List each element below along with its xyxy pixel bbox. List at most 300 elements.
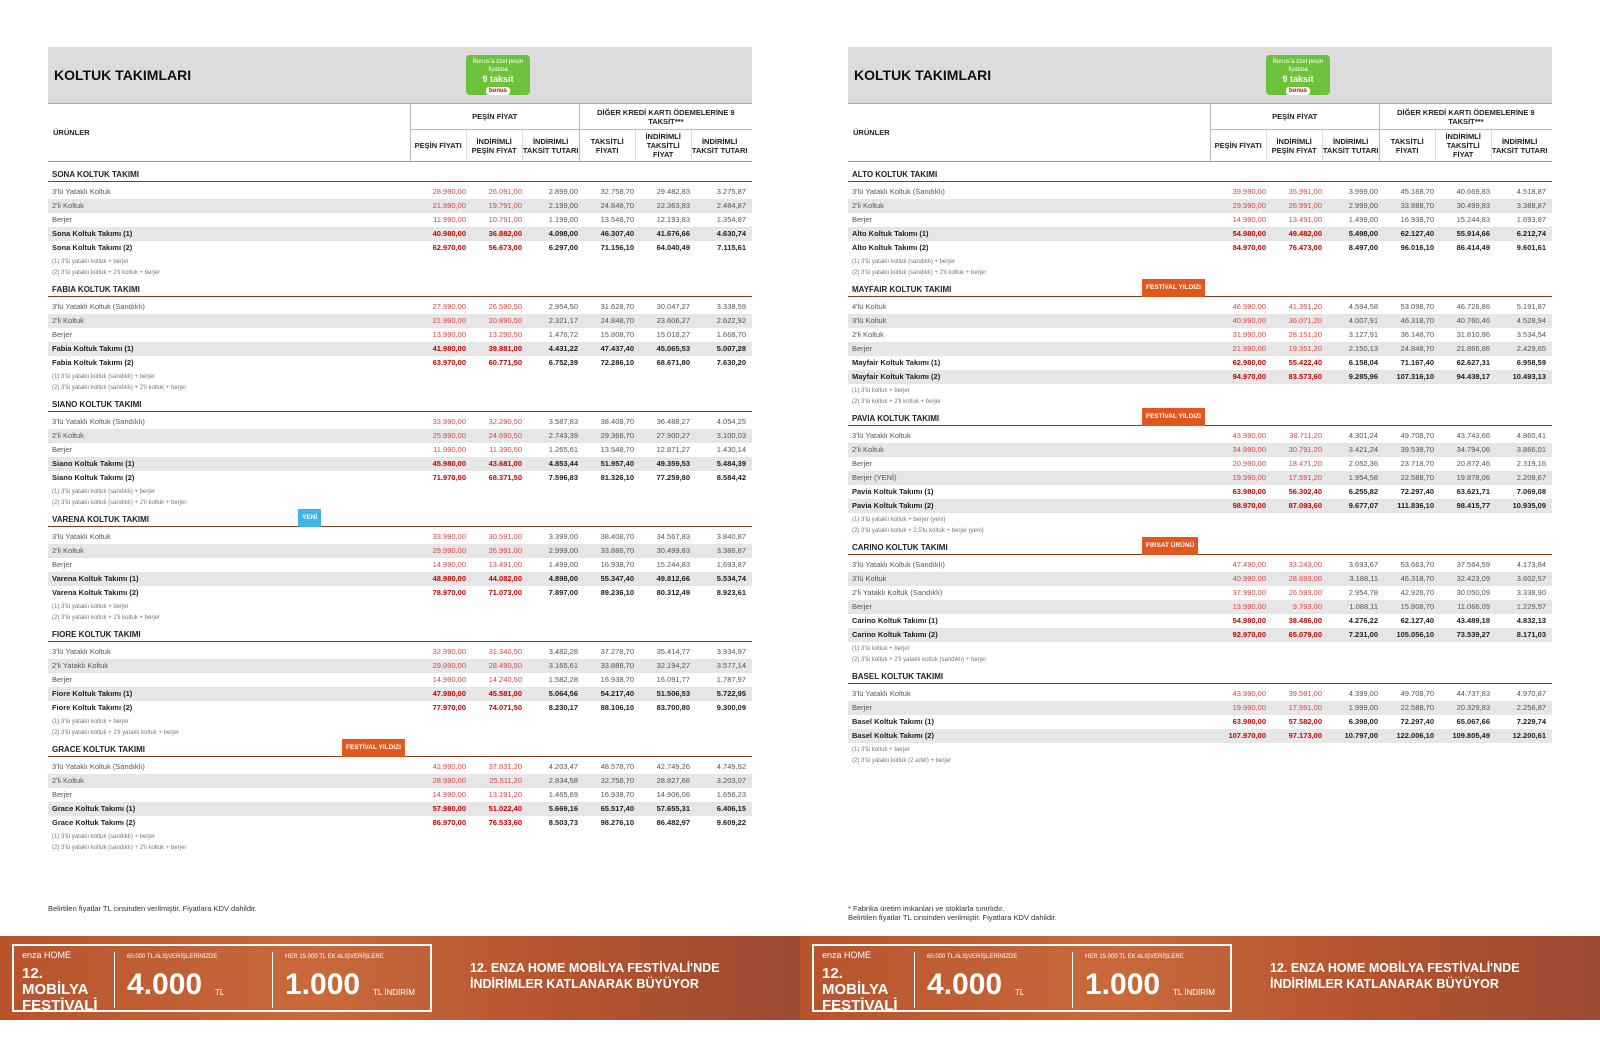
- section-note: (1) 3'lü yataklı koltuk + berjer (yeni): [852, 517, 946, 523]
- table-row: [848, 314, 1552, 328]
- row-name: Mayfair Koltuk Takımı (2): [852, 372, 941, 381]
- price-cell: 38.711,20: [1289, 431, 1322, 440]
- price-cell: 11.066,09: [1457, 602, 1490, 611]
- price-cell: 3.388,87: [716, 546, 746, 555]
- bonus-badge-text: Bonus'a özel peşin fiyatına: [1272, 59, 1324, 73]
- price-cell: 73.539,27: [1456, 630, 1490, 639]
- price-cell: 3.999,00: [1348, 187, 1378, 196]
- row-name: Siano Koltuk Takımı (1): [52, 459, 135, 468]
- product-section: [48, 513, 752, 622]
- price-cell: 1.499,00: [1348, 215, 1378, 224]
- price-cell: 1.693,87: [716, 560, 746, 569]
- row-name: Berjer: [52, 790, 73, 799]
- price-cell: 77.970,00: [432, 703, 466, 712]
- price-cell: 107.970,00: [1228, 731, 1266, 740]
- price-cell: 4.749,92: [716, 762, 746, 771]
- price-cell: 3.399,00: [548, 532, 578, 541]
- bonus-badge-text: Bonus'a özel peşin fiyatına: [472, 59, 524, 73]
- price-cell: 3.421,24: [1348, 445, 1378, 454]
- price-cell: 53.663,70: [1400, 560, 1434, 569]
- price-cell: 45.980,00: [432, 459, 466, 468]
- row-name: 3'lü Yataklı Koltuk: [852, 431, 911, 440]
- price-cell: 26.593,00: [1288, 588, 1322, 597]
- price-cell: 24.848,70: [600, 316, 634, 325]
- price-cell: 21.990,00: [432, 316, 466, 325]
- price-cell: 15.244,83: [1456, 215, 1490, 224]
- section-title: GRACE KOLTUK TAKIMI: [52, 745, 146, 754]
- table-row: [848, 485, 1552, 499]
- price-cell: 89.236,10: [600, 588, 634, 597]
- bonus-badge-installment: 9 taksit: [1282, 74, 1314, 84]
- price-cell: 12.193,83: [656, 215, 690, 224]
- section-note: (1) 3'lü yataklı koltuk (sandıklı) + berjer: [52, 834, 156, 840]
- price-cell: 41.980,00: [432, 344, 466, 353]
- column-header: İNDİRİMLİ TAKSİT TUTARI: [1322, 136, 1379, 155]
- price-cell: 31.990,00: [1232, 330, 1266, 339]
- row-name: 3'lü Yataklı Koltuk: [52, 532, 111, 541]
- installment-group: [580, 104, 752, 161]
- table-row: [48, 572, 752, 586]
- footer-note: * Fabrika üretim imkanları ve stoklarla sınırlıdır.: [848, 904, 1005, 913]
- section-header: [848, 412, 1552, 426]
- price-cell: 29.990,00: [432, 546, 466, 555]
- price-cell: 3.482,28: [548, 647, 578, 656]
- offer-1-amount: 4.000: [127, 968, 203, 1001]
- section-tag: FESTİVAL YILDIZI: [1142, 279, 1205, 297]
- row-name: 2'li Koltuk: [852, 445, 884, 454]
- table-row: [848, 614, 1552, 628]
- table-row: [48, 227, 752, 241]
- footer-note: Belirtilen fiyatlar TL cinsinden verilmiştir. Fiyatlara KDV dahildir.: [848, 913, 1057, 922]
- price-cell: 19.990,00: [1232, 473, 1266, 482]
- price-cell: 20.329,83: [1456, 703, 1490, 712]
- price-cell: 98.970,00: [1232, 501, 1266, 510]
- price-cell: 5.064,56: [548, 689, 578, 698]
- products-header: ÜRÜNLER: [848, 104, 1211, 161]
- section-title: FABIA KOLTUK TAKIMI: [52, 285, 140, 294]
- price-cell: 28.827,66: [656, 776, 690, 785]
- table-row: [848, 628, 1552, 642]
- price-cell: 16.938,70: [600, 560, 634, 569]
- price-cell: 13.491,00: [1288, 215, 1322, 224]
- right-page: [800, 0, 1600, 1040]
- price-cell: 15.808,70: [1400, 602, 1434, 611]
- table-row: [848, 499, 1552, 513]
- price-cell: 109.805,49: [1452, 731, 1490, 740]
- price-cell: 30.791,20: [1288, 445, 1322, 454]
- price-cell: 15.808,70: [600, 330, 634, 339]
- price-cell: 6.958,59: [1516, 358, 1546, 367]
- price-cell: 45.581,00: [488, 689, 522, 698]
- price-cell: 8.503,73: [548, 818, 578, 827]
- price-cell: 71.073,00: [488, 588, 522, 597]
- table-row: [848, 227, 1552, 241]
- rows: [48, 185, 752, 255]
- price-cell: 21.990,00: [432, 201, 466, 210]
- section-title: MAYFAIR KOLTUK TAKIMI: [852, 285, 952, 294]
- price-cell: 71.156,10: [600, 243, 634, 252]
- price-cell: 3.388,87: [1516, 201, 1546, 210]
- price-cell: 1.465,69: [548, 790, 578, 799]
- section-note: (2) 3'lü yataklı koltuk (sandıklı) + 2'li koltuk + berjer: [852, 270, 987, 276]
- price-cell: 83.700,80: [656, 703, 690, 712]
- price-cell: 78.970,00: [432, 588, 466, 597]
- table-row: [848, 600, 1552, 614]
- section-header: [48, 513, 752, 527]
- price-cell: 14.906,06: [656, 790, 690, 799]
- table-row: [48, 300, 752, 314]
- row-name: 3'lü Yataklı Koltuk: [52, 647, 111, 656]
- section-note: (1) 3'lü yataklı koltuk + berjer: [52, 259, 129, 265]
- price-cell: 56.673,00: [488, 243, 522, 252]
- price-cell: 10.791,00: [488, 215, 522, 224]
- row-name: 3'lü Yataklı Koltuk (Sandıklı): [52, 302, 145, 311]
- section-note: (2) 3'lü yataklı koltuk (2 adet) + berjer: [852, 758, 952, 764]
- price-cell: 27.900,27: [656, 431, 690, 440]
- footer-note: Belirtilen fiyatlar TL cinsinden verilmiştir. Fiyatlara KDV dahildir.: [48, 904, 257, 913]
- price-cell: 53.098,70: [1400, 302, 1434, 311]
- price-cell: 4.276,22: [1348, 616, 1378, 625]
- price-cell: 64.040,49: [656, 243, 690, 252]
- price-cell: 3.127,91: [1348, 330, 1378, 339]
- price-cell: 56.302,40: [1288, 487, 1322, 496]
- row-name: Fabia Koltuk Takımı (1): [52, 344, 134, 353]
- table-row: [48, 544, 752, 558]
- table-row: [48, 788, 752, 802]
- price-cell: 37.564,59: [1456, 560, 1490, 569]
- row-name: Alto Koltuk Takımı (1): [852, 229, 929, 238]
- column-header: İNDİRİMLİ TAKSİTLİ FİYAT: [1436, 130, 1492, 161]
- column-header: TAKSİTLİ FİYATI: [1380, 130, 1436, 161]
- table-row: [848, 443, 1552, 457]
- discount-offer-2: [1072, 952, 1232, 1008]
- product-section: [48, 628, 752, 737]
- slogan-line-1: 12. ENZA HOME MOBİLYA FESTİVALİ'NDE: [470, 961, 720, 975]
- price-cell: 8.584,42: [716, 473, 746, 482]
- price-cell: 4.832,13: [1516, 616, 1546, 625]
- row-name: Grace Koltuk Takımı (1): [52, 804, 136, 813]
- price-cell: 74.071,50: [488, 703, 522, 712]
- section-note: (2) 3'lü yataklı koltuk (sandıklı) + 2'li koltuk + berjer: [52, 845, 187, 851]
- row-name: Fiore Koltuk Takımı (2): [52, 703, 133, 712]
- promo-box: [812, 944, 1232, 1012]
- rows: [848, 185, 1552, 255]
- price-cell: 44.737,83: [1456, 689, 1490, 698]
- section-note: (2) 3'lü yataklı koltuk + 2'li yataklı koltuk + berjer: [52, 730, 180, 736]
- price-cell: 71.167,40: [1400, 358, 1434, 367]
- price-cell: 51.022,40: [488, 804, 522, 813]
- table-row: [48, 586, 752, 600]
- price-cell: 1.954,58: [1348, 473, 1378, 482]
- price-cell: 6.752,39: [548, 358, 578, 367]
- row-name: Berjer (YENİ): [852, 473, 897, 482]
- price-cell: 23.718,70: [1400, 459, 1434, 468]
- price-cell: 94.438,17: [1456, 372, 1490, 381]
- section-note: (1) 3'lü yataklı koltuk (sandıklı) + berjer: [52, 374, 156, 380]
- price-cell: 65.517,40: [600, 804, 634, 813]
- section-note: (1) 3'lü yataklı koltuk (sandıklı) + berjer: [852, 259, 956, 265]
- price-cell: 5.669,16: [548, 804, 578, 813]
- price-cell: 30.047,27: [656, 302, 690, 311]
- table-row: [848, 241, 1552, 255]
- price-cell: 86.414,49: [1456, 243, 1490, 252]
- price-cell: 76.533,60: [488, 818, 522, 827]
- rows: [48, 645, 752, 715]
- price-cell: 38.486,00: [1288, 616, 1322, 625]
- price-cell: 1.476,72: [548, 330, 578, 339]
- price-cell: 63.621,71: [1456, 487, 1490, 496]
- table-row: [48, 659, 752, 673]
- price-cell: 122.006,10: [1396, 731, 1434, 740]
- table-row: [48, 213, 752, 227]
- cash-group-title: PEŞİN FİYAT: [1211, 104, 1379, 130]
- price-cell: 3.100,03: [716, 431, 746, 440]
- table-row: [48, 199, 752, 213]
- price-cell: 33.888,70: [600, 546, 634, 555]
- product-section: [48, 168, 752, 277]
- price-cell: 5.007,28: [716, 344, 746, 353]
- price-cell: 11.390,50: [489, 445, 522, 454]
- price-cell: 4.898,00: [548, 574, 578, 583]
- bonus-badge: [466, 55, 530, 95]
- price-cell: 98.276,10: [600, 818, 634, 827]
- price-cell: 24.848,70: [1400, 344, 1434, 353]
- price-cell: 1.499,00: [548, 560, 578, 569]
- section-title: ALTO KOLTUK TAKIMI: [852, 170, 938, 179]
- row-name: Berjer: [52, 675, 73, 684]
- price-cell: 9.300,09: [716, 703, 746, 712]
- price-cell: 77.259,80: [656, 473, 690, 482]
- price-cell: 43.489,18: [1456, 616, 1490, 625]
- price-cell: 47.490,00: [1232, 560, 1266, 569]
- price-cell: 7.596,83: [548, 473, 578, 482]
- price-cell: 18.471,20: [1288, 459, 1322, 468]
- price-cell: 51.957,40: [600, 459, 634, 468]
- banner-slogan: [1270, 960, 1520, 992]
- column-headers: [48, 104, 752, 162]
- price-cell: 4.970,87: [1516, 689, 1546, 698]
- price-cell: 94.970,00: [1232, 372, 1266, 381]
- price-cell: 43.990,00: [1232, 431, 1266, 440]
- table-row: [48, 342, 752, 356]
- price-cell: 57.655,31: [656, 804, 690, 813]
- row-name: 3'lü Yataklı Koltuk (Sandıklı): [852, 187, 945, 196]
- price-cell: 16.938,70: [600, 790, 634, 799]
- product-section: [848, 670, 1552, 765]
- price-cell: 30.591,00: [488, 532, 522, 541]
- price-cell: 10.797,00: [1344, 731, 1378, 740]
- row-name: Berjer: [852, 703, 873, 712]
- price-cell: 17.591,20: [1288, 473, 1322, 482]
- price-cell: 47.437,40: [600, 344, 634, 353]
- product-section: [848, 412, 1552, 535]
- row-name: 3'lü Yataklı Koltuk (Sandıklı): [52, 417, 145, 426]
- table-row: [48, 816, 752, 830]
- rows: [848, 558, 1552, 642]
- bonus-badge-installment: 9 taksit: [482, 74, 514, 84]
- price-cell: 20.872,46: [1456, 459, 1490, 468]
- price-cell: 26.091,00: [488, 187, 522, 196]
- price-cell: 10.493,13: [1512, 372, 1546, 381]
- table-row: [848, 729, 1552, 743]
- price-cell: 46.726,86: [1456, 302, 1490, 311]
- table-row: [848, 370, 1552, 384]
- price-cell: 72.286,10: [600, 358, 634, 367]
- section-note: (2) 3'lü yataklı koltuk (sandıklı) + 2'li koltuk + berjer: [52, 385, 187, 391]
- column-header: İNDİRİMLİ PEŞİN FİYAT: [1267, 130, 1323, 161]
- price-cell: 63.980,00: [1232, 717, 1266, 726]
- bonus-logo: bonus: [1286, 87, 1310, 95]
- price-cell: 105.056,10: [1396, 630, 1434, 639]
- price-cell: 3.188,11: [1349, 574, 1378, 583]
- price-cell: 33.243,00: [1288, 560, 1322, 569]
- table-row: [848, 429, 1552, 443]
- section-note: (1) 3'lü yataklı koltuk + berjer: [52, 604, 129, 610]
- price-cell: 33.888,70: [600, 661, 634, 670]
- price-cell: 60.771,50: [488, 358, 522, 367]
- table-row: [848, 342, 1552, 356]
- row-name: 3'lü Koltuk: [852, 316, 887, 325]
- price-cell: 32.758,70: [600, 776, 634, 785]
- row-name: Berjer: [852, 215, 873, 224]
- price-cell: 49.708,70: [1400, 431, 1434, 440]
- row-name: Basel Koltuk Takımı (1): [852, 717, 934, 726]
- row-name: 2'li Koltuk: [52, 776, 84, 785]
- section-note: (1) 3'lü koltuk + berjer: [852, 747, 910, 753]
- table-row: [848, 701, 1552, 715]
- price-cell: 26.991,00: [488, 546, 522, 555]
- price-cell: 5.191,87: [1516, 302, 1546, 311]
- price-cell: 3.534,54: [1516, 330, 1546, 339]
- table-row: [48, 774, 752, 788]
- price-cell: 5.484,39: [716, 459, 746, 468]
- price-cell: 32.758,70: [600, 187, 634, 196]
- price-cell: 7.115,61: [717, 243, 746, 252]
- product-section: [48, 398, 752, 507]
- table-row: [848, 586, 1552, 600]
- row-name: Berjer: [52, 560, 73, 569]
- row-name: 4'lü Koltuk: [852, 302, 887, 311]
- table-row: [48, 185, 752, 199]
- table-header: [48, 47, 752, 104]
- price-cell: 2.258,87: [1516, 703, 1546, 712]
- table-row: [48, 443, 752, 457]
- price-cell: 13.191,20: [488, 790, 522, 799]
- rows: [48, 530, 752, 600]
- price-cell: 1.354,87: [716, 215, 746, 224]
- price-cell: 14.240,50: [488, 675, 522, 684]
- row-name: Carino Koltuk Takımı (1): [852, 616, 938, 625]
- section-title: SONA KOLTUK TAKIMI: [52, 170, 139, 179]
- banner-slogan: [470, 960, 720, 992]
- price-cell: 43.681,00: [488, 459, 522, 468]
- price-cell: 5.534,74: [716, 574, 746, 583]
- price-cell: 9.793,00: [1292, 602, 1322, 611]
- price-cell: 45.188,70: [1400, 187, 1434, 196]
- price-cell: 55.422,40: [1288, 358, 1322, 367]
- price-cell: 3.840,87: [716, 532, 746, 541]
- price-cell: 8.497,00: [1348, 243, 1378, 252]
- section-tag: YENİ: [298, 509, 321, 527]
- price-cell: 54.980,00: [1232, 616, 1266, 625]
- offer-2-condition: HER 15.000 TL EK ALIŞVERİŞLERE: [285, 954, 384, 960]
- row-name: 3'lü Yataklı Koltuk: [52, 187, 111, 196]
- price-cell: 8.171,03: [1516, 630, 1546, 639]
- table-row: [48, 356, 752, 370]
- promo-box: [12, 944, 432, 1012]
- row-name: 2'li Koltuk: [852, 330, 884, 339]
- offer-2-unit: TL İNDİRİM: [373, 988, 415, 997]
- price-cell: 6.297,00: [548, 243, 578, 252]
- price-cell: 36.148,70: [1400, 330, 1434, 339]
- price-table: [848, 47, 1552, 765]
- price-cell: 4.007,91: [1348, 316, 1378, 325]
- price-cell: 35.991,00: [1288, 187, 1322, 196]
- row-name: Carino Koltuk Takımı (2): [852, 630, 938, 639]
- price-cell: 34.567,83: [656, 532, 690, 541]
- price-cell: 57.582,00: [1288, 717, 1322, 726]
- row-name: 3'lü Koltuk: [852, 574, 887, 583]
- price-cell: 32.290,50: [488, 417, 522, 426]
- price-cell: 25.990,00: [432, 431, 466, 440]
- column-header: İNDİRİMLİ TAKSİT TUTARI: [691, 136, 748, 155]
- price-cell: 1.430,14: [716, 445, 746, 454]
- price-cell: 2.954,50: [548, 302, 578, 311]
- price-cell: 3.203,07: [716, 776, 746, 785]
- row-name: Basel Koltuk Takımı (2): [852, 731, 934, 740]
- price-cell: 49.359,53: [656, 459, 690, 468]
- section-note: (2) 3'lü yataklı koltuk + 2,5'lu koltuk + berjer (yeni): [852, 528, 984, 534]
- row-name: 3'lü Yataklı Koltuk: [852, 689, 911, 698]
- price-cell: 46.318,70: [1400, 316, 1434, 325]
- price-cell: 32.194,27: [656, 661, 690, 670]
- price-cell: 19.351,20: [1288, 344, 1322, 353]
- section-header: [848, 541, 1552, 555]
- price-cell: 37.831,20: [488, 762, 522, 771]
- price-cell: 39.538,70: [1400, 445, 1434, 454]
- price-cell: 13.990,00: [1232, 602, 1266, 611]
- price-cell: 13.290,50: [488, 330, 522, 339]
- offer-1-amount: 4.000: [927, 968, 1003, 1001]
- price-cell: 3.338,90: [1516, 588, 1546, 597]
- price-cell: 30.499,83: [656, 546, 690, 555]
- price-cell: 62.627,31: [1456, 358, 1490, 367]
- rows: [48, 300, 752, 370]
- section-note: (2) 3'lü yataklı koltuk + 2'li koltuk + berjer: [52, 270, 161, 276]
- price-cell: 19.791,00: [488, 201, 522, 210]
- table-row: [48, 645, 752, 659]
- price-cell: 4.853,44: [548, 459, 578, 468]
- section-note: (2) 3'lü yataklı koltuk (sandıklı) + 2'li koltuk + berjer: [52, 500, 187, 506]
- price-cell: 3.577,14: [716, 661, 746, 670]
- price-cell: 42.928,70: [1400, 588, 1434, 597]
- price-cell: 2.208,67: [1516, 473, 1546, 482]
- price-cell: 15.018,27: [656, 330, 690, 339]
- section-header: [848, 283, 1552, 297]
- table-row: [48, 471, 752, 485]
- table-row: [48, 314, 752, 328]
- table-row: [48, 701, 752, 715]
- price-cell: 13.548,70: [600, 445, 634, 454]
- price-cell: 4.399,00: [1348, 689, 1378, 698]
- row-name: Fabia Koltuk Takımı (2): [52, 358, 134, 367]
- page-title: KOLTUK TAKIMLARI: [54, 67, 192, 83]
- table-row: [48, 415, 752, 429]
- table-row: [848, 300, 1552, 314]
- discount-offer-2: [272, 952, 432, 1008]
- section-header: [48, 283, 752, 297]
- price-cell: 46.318,70: [1400, 574, 1434, 583]
